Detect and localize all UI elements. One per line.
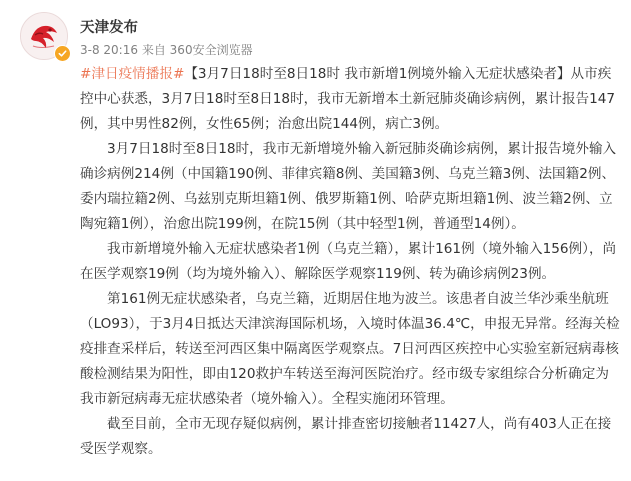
post-content [80, 62, 620, 462]
paragraph-case-detail: 第161例无症状感染者，乌克兰籍，近期居住地为波兰。该患者自波兰华沙乘坐航班（LO93），于3月4日抵达天津滨海国际机场，入境时体温36.4℃，申报无异常。经海关检疫排查采样后，转送至河西区集中隔离医学观察点。7日河西区疾控中心实验室新冠病毒核酸检测结果为阳性，即由120救护车转送至海河医院治疗。经市级专家组综合分析确定为我市新冠病毒无症状感染者（境外输入）。全程实施闭环管理。 [80, 291, 620, 407]
post-source: 360安全浏览器 [169, 43, 253, 57]
headline-text: 【3月7日18时至8日18时 我市新增1例境外输入无症状感染者】从市疾控中心获悉，3月7日18时至8日18时，我市无新增本土新冠肺炎确诊病例，累计报告147例，其中男性82例，女性65例；治愈出院144例，病亡3例。 [80, 66, 616, 132]
paragraph-imported-cases: 3月7日18时至8日18时，我市无新增境外输入新冠肺炎确诊病例，累计报告境外输入确诊病例214例（中国籍190例、菲律宾籍8例、美国籍3例、乌克兰籍3例、法国籍2例、委内瑞拉籍2例、乌兹别克斯坦籍1例、俄罗斯籍1例、哈萨克斯坦籍1例、波兰籍2例、立陶宛籍1例），治愈出院199例，在院15例（其中轻型1例，普通型14例）。 [80, 141, 617, 232]
topic-link[interactable]: #津日疫情播报# [80, 66, 185, 82]
headline-paragraph [80, 62, 620, 137]
post-date[interactable]: 3-8 20:16 [80, 43, 138, 57]
post-meta [80, 42, 253, 58]
source-prefix: 来自 [141, 43, 166, 57]
paragraph-asymptomatic: 我市新增境外输入无症状感染者1例（乌克兰籍），累计161例（境外输入156例），尚在医学观察19例（均为境外输入）、解除医学观察119例、转为确诊病例23例。 [80, 241, 617, 282]
author-name[interactable]: 天津发布 [80, 20, 138, 36]
paragraph-summary: 截至目前，全市无现存疑似病例，累计排查密切接触者11427人，尚有403人正在接受医学观察。 [80, 416, 612, 457]
verified-badge-icon [54, 45, 71, 62]
